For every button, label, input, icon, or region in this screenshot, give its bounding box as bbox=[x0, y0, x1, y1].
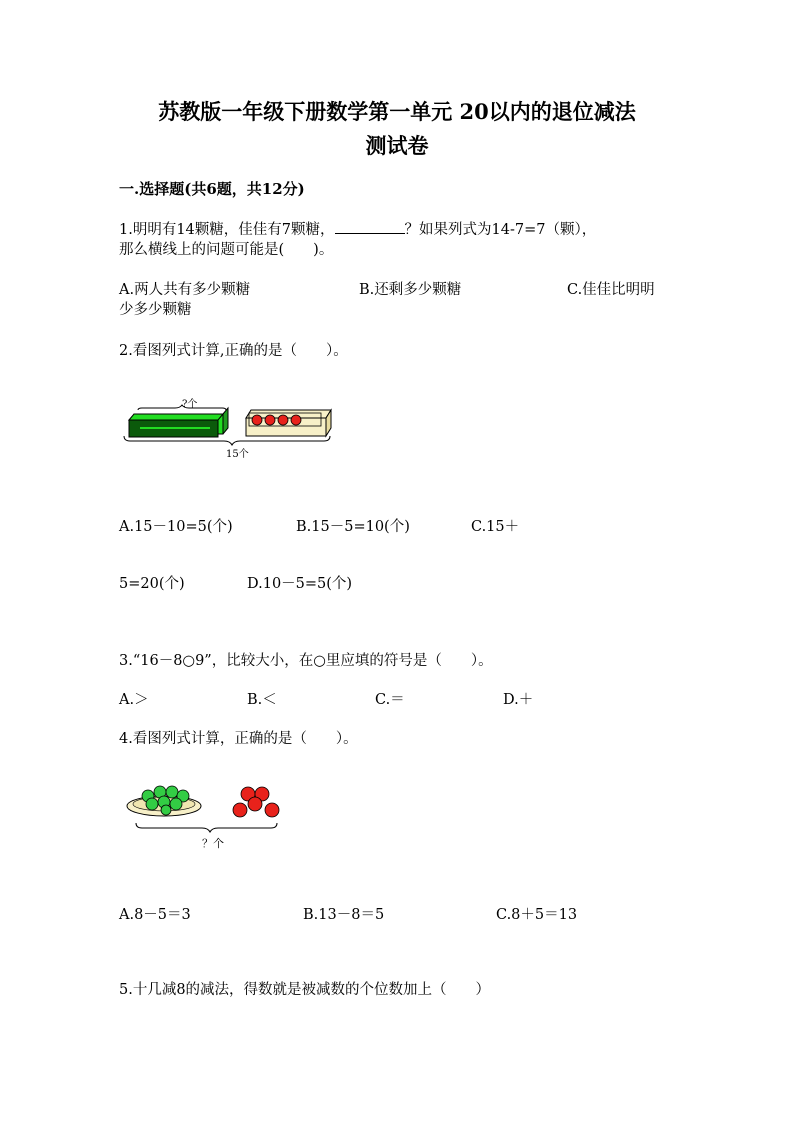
option-4c[interactable]: C.8＋5＝13 bbox=[496, 907, 578, 923]
question-5: 5.十几减8的减法，得数就是被减数的个位数加上（ ） bbox=[119, 982, 491, 998]
option-3c[interactable]: C.＝ bbox=[375, 692, 405, 708]
option-1a[interactable]: A.两人共有多少颗糖 bbox=[119, 282, 251, 298]
option-3d[interactable]: D.＋ bbox=[503, 692, 534, 708]
figure-bottom-label: 15个 bbox=[226, 449, 249, 460]
option-1c-continued: 少多少颗糖 bbox=[119, 302, 192, 318]
question-2: 2.看图列式计算,正确的是（ ）。 bbox=[119, 343, 348, 359]
red-apples bbox=[233, 787, 279, 817]
option-2a[interactable]: A.15－10=5(个) bbox=[119, 519, 233, 535]
option-2b[interactable]: B.15－5=10(个) bbox=[296, 519, 410, 535]
figure-bottom-label: ？个 bbox=[202, 837, 224, 850]
question-1-text-part1: 1.明明有14颗糖，佳佳有7颗糖， bbox=[119, 222, 335, 238]
question-1-line2: 那么横线上的问题可能是( )。 bbox=[119, 242, 334, 258]
option-2c[interactable]: C.15＋ bbox=[471, 519, 520, 535]
bottom-brace bbox=[136, 823, 277, 832]
option-4a[interactable]: A.8－5＝3 bbox=[119, 907, 191, 923]
question-4-figure bbox=[126, 782, 291, 852]
figure-top-label: ?个 bbox=[182, 399, 198, 410]
option-3a[interactable]: A.＞ bbox=[119, 692, 149, 708]
option-3b[interactable]: B.＜ bbox=[247, 692, 277, 708]
question-4: 4.看图列式计算，正确的是（ ）。 bbox=[119, 731, 358, 747]
option-2c-continued: 5=20(个) bbox=[119, 576, 185, 592]
question-1 bbox=[119, 218, 596, 239]
page-title: 苏教版一年级下册数学第一单元 20以内的退位减法 bbox=[158, 99, 636, 124]
question-1-text-part2: ？如果列式为14-7=7（颗）， bbox=[404, 222, 597, 238]
answer-blank-line bbox=[335, 221, 405, 234]
page-title-line2: 测试卷 bbox=[365, 133, 429, 158]
question-3: 3.“16－8○9”，比较大小，在○里应填的符号是（ ）。 bbox=[119, 653, 493, 669]
question-2-figure bbox=[120, 392, 340, 462]
section-heading: 一.选择题(共6题，共12分) bbox=[119, 180, 305, 198]
option-1b[interactable]: B.还剩多少颗糖 bbox=[359, 282, 462, 298]
green-box-top bbox=[129, 414, 223, 420]
option-4b[interactable]: B.13－8＝5 bbox=[303, 907, 385, 923]
option-1c[interactable]: C.佳佳比明明 bbox=[567, 282, 655, 298]
option-2d[interactable]: D.10－5=5(个) bbox=[247, 576, 353, 592]
